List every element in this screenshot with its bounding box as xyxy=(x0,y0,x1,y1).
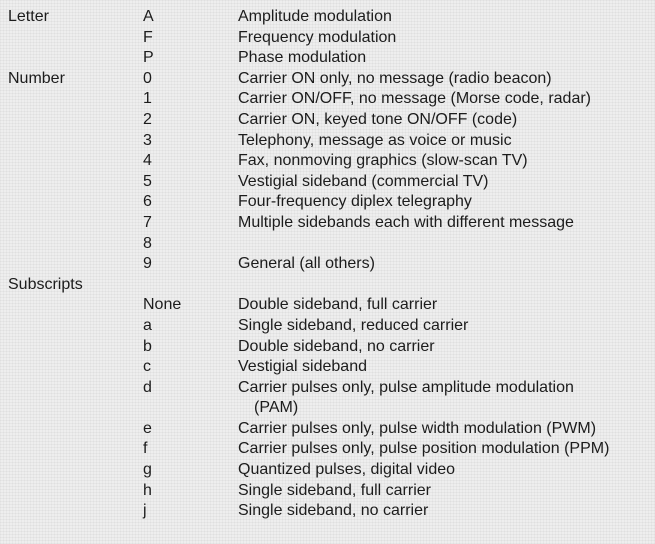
description: General (all others) xyxy=(238,255,375,273)
code: 8 xyxy=(143,234,152,252)
description: Carrier pulses only, pulse width modulation (PWM) xyxy=(238,419,597,437)
number-row-9 xyxy=(0,254,655,275)
subscript-row-e xyxy=(0,419,655,440)
description: Amplitude modulation xyxy=(238,8,392,25)
code: 9 xyxy=(143,255,152,273)
letter-row-p xyxy=(0,48,655,69)
code: g xyxy=(143,461,152,479)
letter-row-a xyxy=(0,7,655,28)
description: Single sideband, full carrier xyxy=(238,481,431,499)
code: h xyxy=(143,481,152,499)
number-row-6 xyxy=(0,192,655,213)
code: 1 xyxy=(143,90,152,108)
section-label-number: Number xyxy=(8,69,65,87)
code: None xyxy=(143,296,182,314)
number-row-0 xyxy=(0,69,655,90)
description: Double sideband, full carrier xyxy=(238,296,438,314)
number-row-2 xyxy=(0,110,655,131)
code: c xyxy=(143,358,151,376)
description: Frequency modulation xyxy=(238,28,397,46)
description: Fax, nonmoving graphics (slow-scan TV) xyxy=(238,152,528,170)
code: A xyxy=(143,8,154,25)
section-label-letter: Letter xyxy=(8,8,49,25)
description: Single sideband, no carrier xyxy=(238,502,429,520)
number-row-3 xyxy=(0,131,655,152)
description-continuation: (PAM) xyxy=(254,398,299,416)
code: 0 xyxy=(143,69,152,87)
section-label-subscripts: Subscripts xyxy=(8,275,83,293)
subscript-row-none xyxy=(0,295,655,316)
code: 4 xyxy=(143,152,152,170)
subscript-row-a xyxy=(0,316,655,337)
number-row-8 xyxy=(0,234,655,255)
code: F xyxy=(143,28,153,46)
subscript-row-g xyxy=(0,460,655,481)
description: Phase modulation xyxy=(238,49,367,67)
subscript-row-c xyxy=(0,357,655,378)
subscript-row-f xyxy=(0,439,655,460)
code: j xyxy=(143,502,147,520)
description xyxy=(238,378,648,418)
letter-row-f xyxy=(0,28,655,49)
code: d xyxy=(143,378,152,396)
code: 5 xyxy=(143,172,152,190)
description: Carrier ON/OFF, no message (Morse code, radar) xyxy=(238,90,591,108)
subscript-row-j xyxy=(0,501,655,522)
description: Multiple sidebands each with different message xyxy=(238,213,574,231)
code: 6 xyxy=(143,193,152,211)
code: f xyxy=(143,440,148,458)
description: Vestigial sideband (commercial TV) xyxy=(238,172,489,190)
description-line: Carrier pulses only, pulse amplitude modulation xyxy=(238,378,574,396)
code: a xyxy=(143,316,152,334)
description: Carrier pulses only, pulse position modulation (PPM) xyxy=(238,440,610,458)
description: Vestigial sideband xyxy=(238,358,367,376)
description: Carrier ON only, no message (radio beacon) xyxy=(238,69,552,87)
subscript-row-h xyxy=(0,481,655,502)
number-row-5 xyxy=(0,172,655,193)
description: Quantized pulses, digital video xyxy=(238,461,456,479)
code: 3 xyxy=(143,131,152,149)
number-row-7 xyxy=(0,213,655,234)
subscript-row-b xyxy=(0,337,655,358)
number-row-1 xyxy=(0,89,655,110)
number-row-4 xyxy=(0,151,655,172)
code: 7 xyxy=(143,213,152,231)
code: 2 xyxy=(143,110,152,128)
description: Double sideband, no carrier xyxy=(238,337,435,355)
code: P xyxy=(143,49,154,67)
code: e xyxy=(143,419,152,437)
description: Four-frequency diplex telegraphy xyxy=(238,193,472,211)
description: Telephony, message as voice or music xyxy=(238,131,512,149)
subscript-row-d xyxy=(0,378,655,419)
description: Single sideband, reduced carrier xyxy=(238,316,469,334)
subscripts-heading-row xyxy=(0,275,655,296)
code: b xyxy=(143,337,152,355)
description: Carrier ON, keyed tone ON/OFF (code) xyxy=(238,110,518,128)
